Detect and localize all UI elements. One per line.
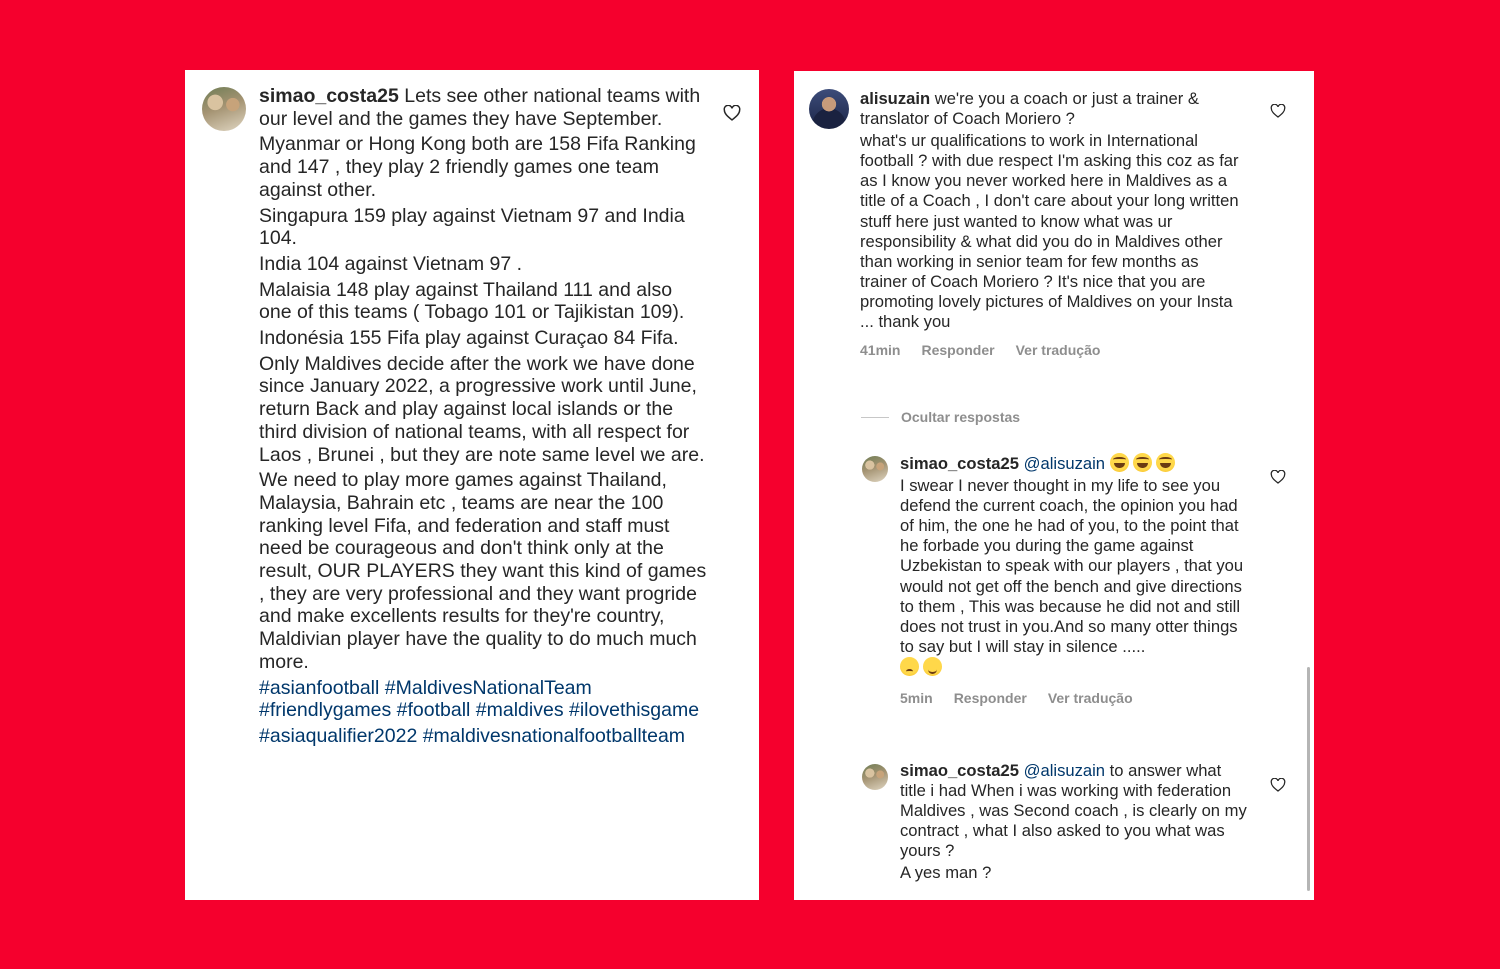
hashtag-links[interactable]: #asiaqualifier2022 #maldivesnationalfootballteam: [259, 724, 686, 747]
comment-time: 41min: [860, 342, 901, 359]
comment-username[interactable]: alisuzain: [860, 89, 931, 108]
comment-paragraph: Malaisia 148 play against Thailand 111 and also one of this teams ( Tobago 101 or Tajikistan 109).: [259, 278, 685, 324]
reply-time: 5min: [900, 690, 933, 707]
reply-button[interactable]: Responder: [921, 342, 995, 359]
comment-paragraph: Singapura 159 play against Vietnam 97 and India 104.: [259, 204, 685, 250]
comment-paragraph: Indonésia 155 Fifa play against Curaçao 84 Fifa.: [259, 327, 679, 350]
scroll-fade: [185, 890, 759, 900]
avatar[interactable]: [862, 456, 888, 482]
divider: [861, 417, 889, 418]
heart-outline-icon[interactable]: [1270, 104, 1288, 120]
laughing-tears-emoji: [1110, 453, 1129, 472]
mention-link[interactable]: @alisuzain: [1023, 454, 1106, 473]
comment-paragraph: We need to play more games against Thailand, Malaysia, Bahrain etc , teams are near the 100 ranking level Fifa, and federation and staff must need be courageous and don't think only at the result, OUR PLAYERS they want this kind of games , they are very professional and they want progride and make excellents results for they're country, Maldivian player have the quality to do much much more.: [259, 469, 707, 673]
reply-text: A yes man ?: [900, 863, 992, 883]
reply-text: I swear I never thought in my life to see you defend the current coach, the opinion you had of him, the one he had of you, to the point that he forbade you during the game against Uzbekistan to speak with our players , that you would not get off the bench and give directions to them , This was because he did not and still does not trust in you.And so many otter things to say but I will stay in silence .....: [900, 476, 1244, 656]
hide-replies-label: Ocultar respostas: [901, 409, 1021, 425]
reply-text: to answer what title i had When i was working with federation Maldives , was Second coach , is clearly on my contract , what I also asked to you what was yours ?: [900, 761, 1247, 861]
mention-link[interactable]: @alisuzain: [1023, 761, 1106, 780]
reply-button[interactable]: Responder: [953, 690, 1027, 707]
heart-outline-icon[interactable]: [1270, 470, 1288, 486]
comment-body: [259, 85, 709, 751]
comment-text: what's ur qualifications to work in International football ? with due respect I'm asking this coz as far as I know you never worked here in Maldives as a title of a Coach , I don't care about your long written stuff here just wanted to know what was ur responsibility & what did you do in Maldives other than working in senior team for few months as trainer of Coach Moriero ? It's nice that you are promoting lovely pictures of Maldives on your Insta ... thank you: [860, 131, 1239, 332]
avatar[interactable]: [202, 87, 246, 131]
translate-button[interactable]: Ver tradução: [1015, 342, 1101, 359]
hide-replies-button[interactable]: [861, 409, 1020, 425]
reply-comment: [900, 761, 1250, 886]
reply-username[interactable]: simao_costa25: [900, 761, 1019, 780]
reply-username[interactable]: simao_costa25: [900, 454, 1019, 473]
avatar[interactable]: [809, 89, 849, 129]
winking-face-emoji: [923, 657, 942, 676]
translate-button[interactable]: Ver tradução: [1047, 690, 1133, 707]
comment-paragraph: Lets see other national teams with our level and the games they have September.: [259, 85, 701, 130]
right-comment-panel: [794, 71, 1314, 900]
comment-body: [860, 89, 1250, 360]
laughing-tears-emoji: [1156, 453, 1175, 472]
hashtag-links[interactable]: #asianfootball #MaldivesNationalTeam #friendlygames #football #maldives #ilovethisgame: [259, 676, 700, 722]
reply-comment: [900, 453, 1250, 708]
reply-meta: [900, 688, 1250, 708]
comment-meta: [860, 340, 1250, 360]
worried-face-emoji: [900, 657, 919, 676]
heart-outline-icon[interactable]: [1270, 778, 1288, 794]
scroll-fade: [794, 890, 1314, 900]
comment-paragraph: India 104 against Vietnam 97 .: [259, 252, 523, 275]
scrollbar[interactable]: [1307, 667, 1310, 891]
comment-paragraph: Myanmar or Hong Kong both are 158 Fifa Ranking and 147 , they play 2 friendly games one team against other.: [259, 133, 696, 201]
comment-paragraph: Only Maldives decide after the work we have done since January 2022, a progressive work until June, return Back and play against local islands or the third division of national teams, with all respect for Laos , Brunei , but they are note same level we are.: [259, 352, 705, 466]
left-comment-panel: [185, 70, 759, 900]
comment-username[interactable]: simao_costa25: [259, 85, 399, 107]
comment-text: we're you a coach or just a trainer & translator of Coach Moriero ?: [860, 89, 1199, 129]
heart-outline-icon[interactable]: [723, 105, 741, 121]
laughing-tears-emoji: [1133, 453, 1152, 472]
avatar[interactable]: [862, 764, 888, 790]
